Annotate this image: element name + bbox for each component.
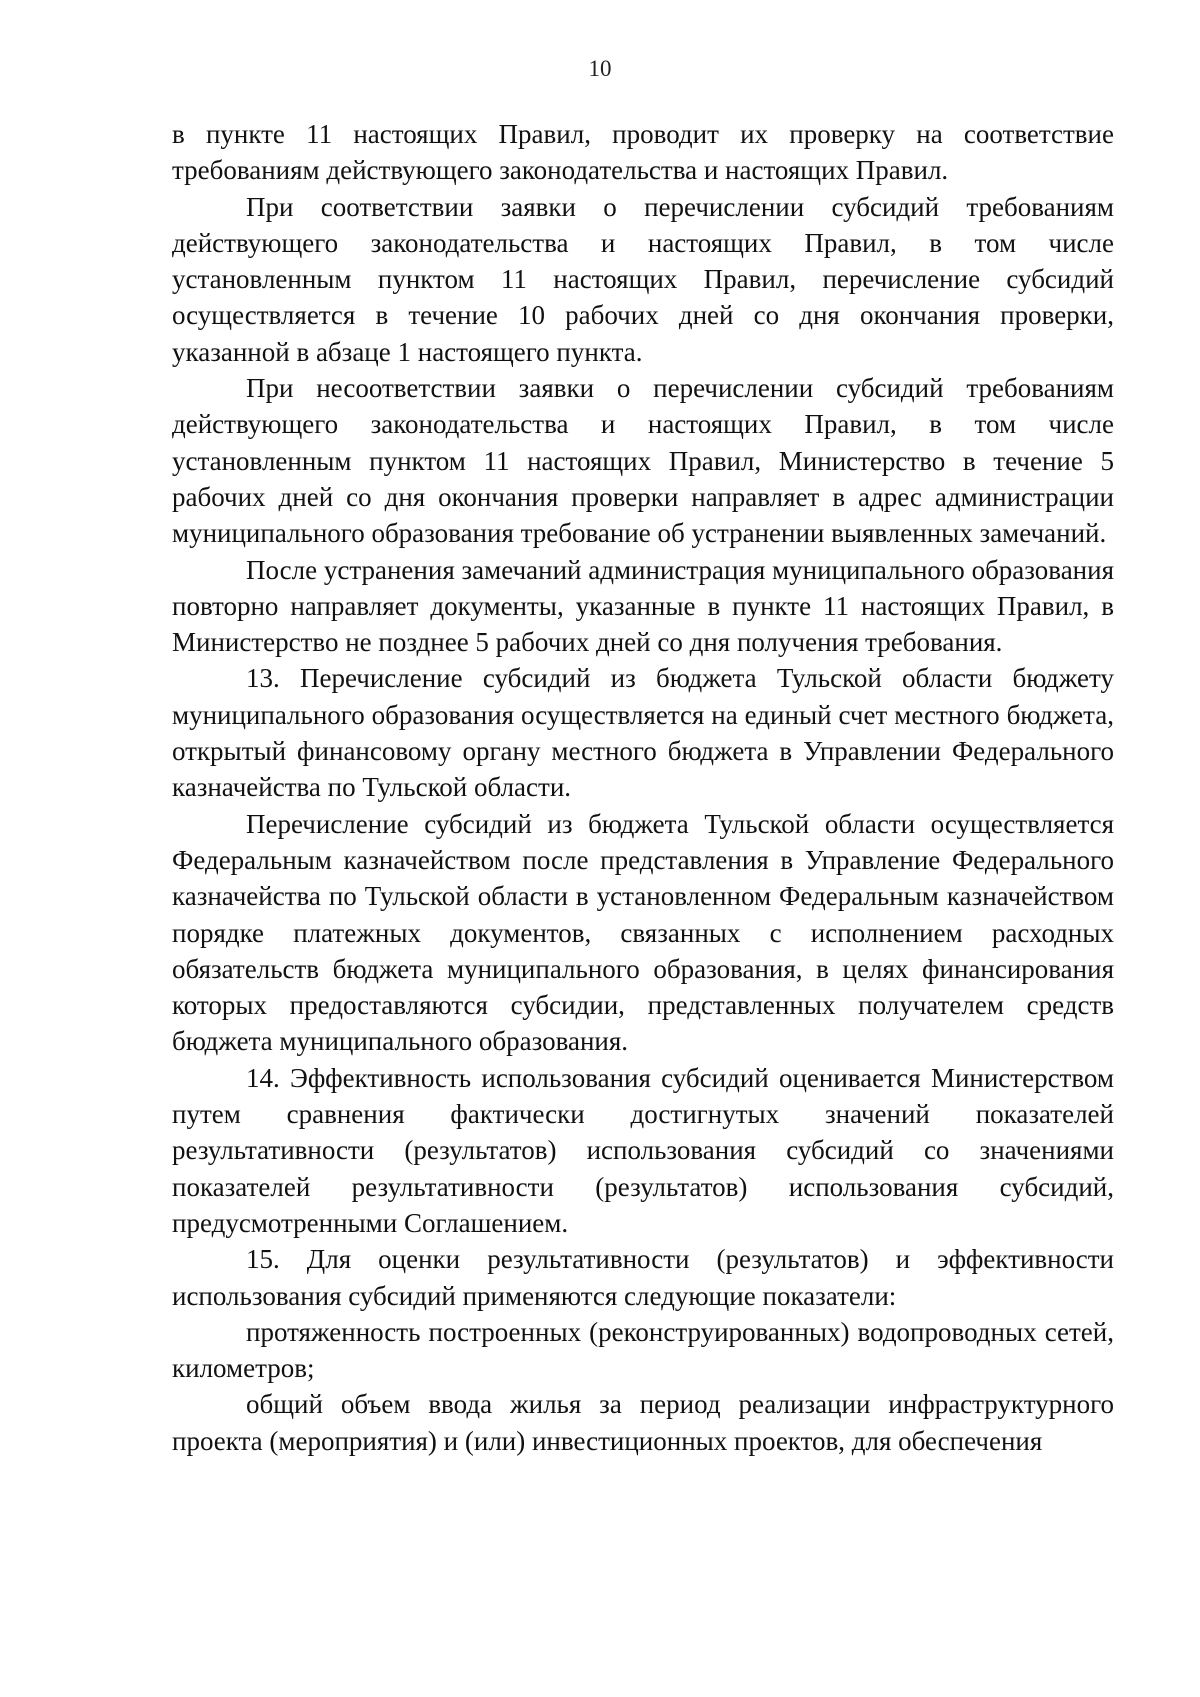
paragraph-item-13: 13. Перечисление субсидий из бюджета Тульской области бюджету муниципального образования осуществляется на единый счет местного бюджета, открытый финансовому органу местного бюджета в Управлении Федерального казначейства по Тульской области. bbox=[172, 663, 1114, 803]
indicator-list-item: общий объем ввода жилья за период реализации инфраструктурного проекта (мероприятия) и (или) инвестиционных проектов, для обеспечения bbox=[172, 1389, 1114, 1456]
paragraph-item-14: 14. Эффективность использования субсидий оценивается Министерством путем сравнения фактически достигнутых значений показателей результативности (результатов) использования субсидий со значениями показателей результативности (результатов) использования субсидий, предусмотренными Соглашением. bbox=[172, 1062, 1114, 1238]
paragraph: После устранения замечаний администрация муниципального образования повторно направляет документы, указанные в пункте 11 настоящих Правил, в Министерство не позднее 5 рабочих дней со дня получения требования. bbox=[172, 554, 1114, 658]
page-number: 10 bbox=[588, 56, 612, 81]
paragraph-item-15: 15. Для оценки результативности (результатов) и эффективности использования субсидий применяются следующие показатели: bbox=[172, 1244, 1114, 1311]
paragraph-continuation: в пункте 11 настоящих Правил, проводит их проверку на соответствие требованиям действующего законодательства и настоящих Правил. bbox=[172, 119, 1114, 186]
document-body bbox=[172, 116, 1114, 1459]
paragraph: При соответствии заявки о перечислении субсидий требованиям действующего законодательства и настоящих Правил, в том числе установленным пунктом 11 настоящих Правил, перечисление субсидий осуществляется в течение 10 рабочих дней со дня окончания проверки, указанной в абзаце 1 настоящего пункта. bbox=[172, 191, 1114, 367]
paragraph: При несоответствии заявки о перечислении субсидий требованиям действующего законодательства и настоящих Правил, в том числе установленным пунктом 11 настоящих Правил, Министерство в течение 5 рабочих дней со дня окончания проверки направляет в адрес администрации муниципального образования требование об устранении выявленных замечаний. bbox=[172, 373, 1114, 549]
paragraph: Перечисление субсидий из бюджета Тульской области осуществляется Федеральным казначейством после представления в Управление Федерального казначейства по Тульской области в установленном Федеральным казначейством порядке платежных документов, связанных с исполнением расходных обязательств бюджета муниципального образования, в целях финансирования которых предоставляются субсидии, представленных получателем средств бюджета муниципального образования. bbox=[172, 808, 1114, 1057]
indicator-list-item: протяженность построенных (реконструированных) водопроводных сетей, километров; bbox=[172, 1316, 1114, 1384]
